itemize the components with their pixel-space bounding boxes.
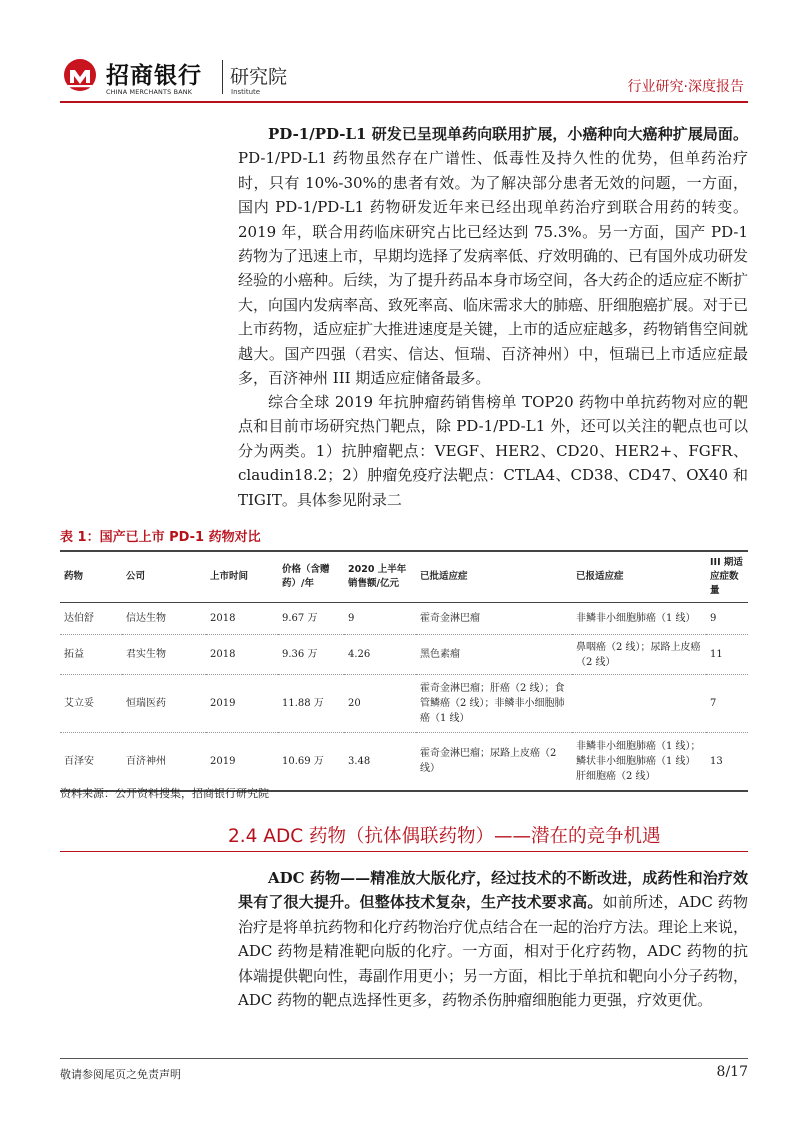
page-header [0,0,800,112]
header-divider [60,101,748,103]
column-header: 2020 上半年销售额/亿元 [344,551,416,603]
table-cell: 百泽安 [60,733,122,791]
section-title: 2.4 ADC 药物（抗体偶联药物）——潜在的竞争机遇 [228,826,661,847]
table-cell: 9.67 万 [278,603,344,635]
column-header: 已报适应症 [572,551,706,603]
table-cell: 恒瑞医药 [122,675,206,733]
table-cell: 7 [706,675,748,733]
column-header: 价格（含赠药）/年 [278,551,344,603]
table-cell: 4.26 [344,635,416,675]
table-cell: 20 [344,675,416,733]
paragraph-targets [238,390,748,512]
table-cell: 鼻咽癌（2 线）；尿路上皮癌（2 线） [572,635,706,675]
footer-divider [60,1058,748,1059]
table-cell: 非鳞非小细胞肺癌（1 线）；鳞状非小细胞肺癌（1 线）肝细胞癌（2 线） [572,733,706,791]
paragraph-adc [238,866,748,1012]
table-cell: 百济神州 [122,733,206,791]
table-cell [572,675,706,733]
paragraph-body: PD-1/PD-L1 药物虽然存在广谱性、低毒性及持久性的优势，但单药治疗时，只有 10%-30%的患者有效。为了解决部分患者无效的问题，一方面，国内 PD-1/PD-L1 药物研发近年来已经出现单药治疗到联合用药的转变。2019 年，联合用药临床研究占比已经达到 75.3%。另一方面，国产 PD-1 药物为了迅速上市，早期均选择了发病率低、疗效明确的、已有国外成功研发经验的小癌种。后续，为了提升药品本身市场空间，各大药企的适应症不断扩大，向国内发病率高、致死率高、临床需求大的肺癌、肝细胞癌扩展。对于已上市药物，适应症扩大推进速度是关键，上市的适应症越多，药物销售空间就越大。国产四强（君实、信达、恒瑞、百济神州）中，恒瑞已上市适应症最多，百济神州 III 期适应症储备最多。 [238,149,749,388]
table-cell: 11.88 万 [278,675,344,733]
table-source-note: 资料来源：公开资料搜集，招商银行研究院 [60,787,269,800]
pd1-comparison-table [60,550,748,792]
table-cell: 2018 [206,603,278,635]
report-type-label: 行业研究·深度报告 [627,79,744,95]
table-cell: 2019 [206,733,278,791]
table-cell: 黑色素瘤 [416,635,572,675]
table-cell: 霍奇金淋巴瘤 [416,603,572,635]
table-cell: 2019 [206,675,278,733]
column-header: III 期适应症数量 [706,551,748,603]
section-divider [60,851,748,852]
cmb-logo-icon [62,58,98,92]
table-cell: 非鳞非小细胞肺癌（1 线） [572,603,706,635]
table-cell: 9 [706,603,748,635]
table-cell: 10.69 万 [278,733,344,791]
table-cell: 君实生物 [122,635,206,675]
table-cell: 9 [344,603,416,635]
table-cell: 霍奇金淋巴瘤；尿路上皮癌（2 线） [416,733,572,791]
column-header: 药物 [60,551,122,603]
paragraph-body: 综合全球 2019 年抗肿瘤药销售榜单 TOP20 药物中单抗药物对应的靶点和目前市场研究热门靶点，除 PD-1/PD-L1 外，还可以关注的靶点也可以分为两类。1）抗肿瘤靶点：VEGF、HER2、CD20、HER2+、FGFR、claudin18.2；2）肿瘤免疫疗法靶点：CTLA4、CD38、CD47、OX40 和 TIGIT。具体参见附录二 [238,393,748,509]
column-header: 公司 [122,551,206,603]
column-header: 上市时间 [206,551,278,603]
page-number: 8/17 [716,1064,748,1080]
table-cell: 11 [706,635,748,675]
table-cell: 霍奇金淋巴瘤；肝癌（2 线）；食管鳞癌（2 线）；非鳞非小细胞肺癌（1 线） [416,675,572,733]
table-cell: 2018 [206,635,278,675]
table-cell: 达伯舒 [60,603,122,635]
table-row [60,675,748,733]
bank-name-en: CHINA MERCHANTS BANK [106,88,193,96]
logo-divider [222,60,223,94]
table-row [60,733,748,791]
table-cell: 13 [706,733,748,791]
table-cell: 艾立妥 [60,675,122,733]
paragraph-pd1-trend [238,122,748,390]
column-header: 已批适应症 [416,551,572,603]
table-cell: 3.48 [344,733,416,791]
table-row [60,635,748,675]
paragraph-body: 如前所述，ADC 药物治疗是将单抗药物和化疗药物治疗优点结合在一起的治疗方法。理论上来说，ADC 药物是精准靶向版的化疗。一方面，相对于化疗药物，ADC 药物的抗体端提供靶向性，毒副作用更小；另一方面，相比于单抗和靶向小分子药物，ADC 药物的靶点选择性更多，药物杀伤肿瘤细胞能力更强，疗效更优。 [238,893,749,1010]
footer-disclaimer: 敬请参阅尾页之免责声明 [60,1068,181,1081]
table-cell: 信达生物 [122,603,206,635]
table-cell: 9.36 万 [278,635,344,675]
table-row [60,603,748,635]
table-header-row [60,551,748,603]
institute-name-en: Institute [231,88,261,96]
institute-name-cn: 研究院 [230,66,288,88]
paragraph-lead: PD-1/PD-L1 研发已呈现单药向联用扩展，小癌种向大癌种扩展局面。 [268,125,748,143]
paragraph-lead: ADC 药物——精准放大版化疗，经过技术的不断改进，成药性和治疗效果有了很大提升。但整体技术复杂，生产技术要求高。 [238,869,748,912]
table-title: 表 1：国产已上市 PD-1 药物对比 [60,530,261,545]
bank-name-cn: 招商银行 [106,63,202,89]
table-cell: 拓益 [60,635,122,675]
